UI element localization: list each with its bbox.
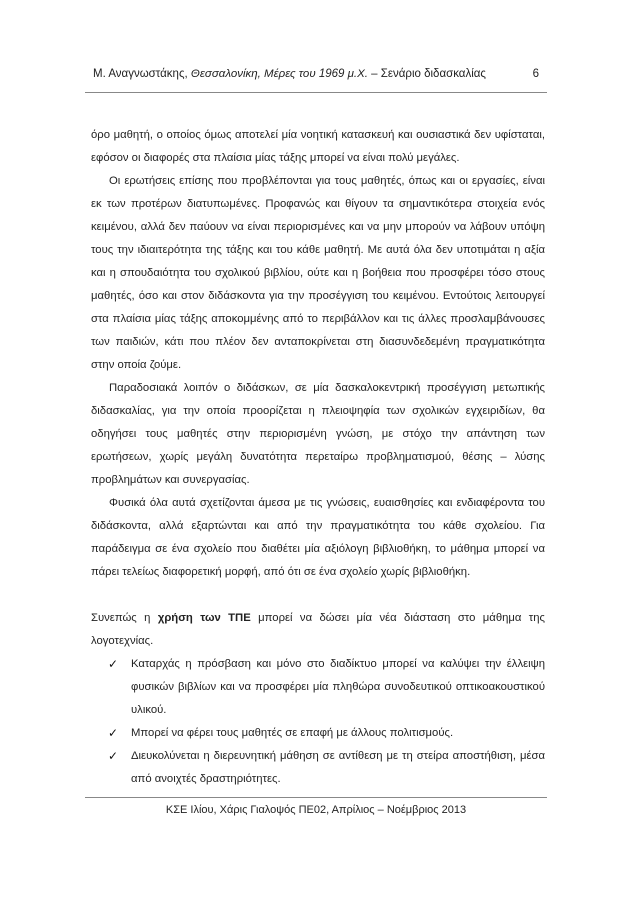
paragraph-1: όρο μαθητή, ο οποίος όμως αποτελεί μία νοητική κατασκευή και ουσιαστικά δεν υφίσταται, εφόσον οι διαφορές στα πλαίσια μίας τάξης μπορεί να είναι πολύ μεγάλες. [91,129,545,164]
check-icon: ✓ [108,726,119,740]
bullet-list [91,653,545,791]
paragraph-5-pre: Συνεπώς η [91,612,158,624]
header-suffix: – Σενάριο διδασκαλίας [367,68,486,80]
header-work-title: Θεσσαλονίκη, Μέρες του 1969 μ.Χ. [190,68,368,80]
list-item-text: Διευκολύνεται η διερευνητική μάθηση σε αντίθεση με τη στείρα αποστήθιση, μέσα από ανοιχτές δραστηριότητες. [131,750,545,785]
header-author: Μ. Αναγνωστάκης, [93,68,191,80]
list-item-text: Καταρχάς η πρόσβαση και μόνο στο διαδίκτυο μπορεί να καλύψει την έλλειψη φυσικών βιβλίων και να προσφέρει μία πληθώρα συνοδευτικού οπτικοακουστικού υλικού. [131,658,545,716]
check-icon: ✓ [108,657,119,671]
paragraph-4: Φυσικά όλα αυτά σχετίζονται άμεσα με τις γνώσεις, ευαισθησίες και ενδιαφέροντα του διδάσκοντα, αλλά εξαρτώνται και από την πραγματικότητα του κάθε σχολείου. Για παράδειγμα σε ένα σχολείο που διαθέτει μία αξιόλογη βιβλιοθήκη, το μάθημα μπορεί να πάρει τελείως διαφορετική μορφή, από ότι σε ένα σχολείο χωρίς βιβλιοθήκη. [91,497,545,578]
paragraph-5-post: μπορεί να δώσει μία νέα διάσταση στο μάθημα της λογοτεχνίας. [91,612,545,647]
paragraph-5 [91,607,545,653]
page-footer: ΚΣΕ Ιλίου, Χάρις Γιαλοψός ΠΕ02, Απρίλιος – Νοέμβριος 2013 [85,797,547,816]
paragraph-5-bold: χρήση των ΤΠΕ [157,612,251,624]
header-title [85,68,486,80]
check-icon: ✓ [108,749,119,763]
list-item [91,653,545,722]
list-item [91,745,545,791]
page-number: 6 [532,68,539,80]
page-header [85,68,547,93]
list-item [91,722,545,745]
paragraph-2: Οι ερωτήσεις επίσης που προβλέπονται για τους μαθητές, όπως και οι εργασίες, είναι εκ των προτέρων διατυπωμένες. Προφανώς και θίγουν τα σημαντικότερα στοιχεία ενός κειμένου, αλλά δεν παύουν να είναι περιορισμένες και να μην μπορούν να λάβουν υπόψη τους την ιδιαιτερότητα της τάξης και του κάθε μαθητή. Με αυτά όλα δεν υποτιμάται η αξία και η σπουδαιότητα του σχολικού βιβλίου, ούτε και η βοήθεια που προσφέρει τόσο στους μαθητές, όσο και στον διδάσκοντα για την προσέγγιση του κειμένου. Εντούτοις λειτουργεί στα πλαίσια μίας τάξης αποκομμένης από το περιβάλλον και τις άλλες προσλαμβάνουσες των παιδιών, κάτι που πλέον δεν ανταποκρίνεται στη διασυνδεδεμένη πραγματικότητα στην οποία ζούμε. [91,175,545,371]
list-item-text: Μπορεί να φέρει τους μαθητές σε επαφή με άλλους πολιτισμούς. [131,727,454,739]
document-body [91,124,545,791]
paragraph-3: Παραδοσιακά λοιπόν ο διδάσκων, σε μία δασκαλοκεντρική προσέγγιση μετωπικής διδασκαλίας, για την οποία προορίζεται η πλειοψηφία των σχολικών εγχειριδίων, θα οδηγήσει τους μαθητές στην περιορισμένη γνώση, με στόχο την απάντηση των ερωτήσεων, χωρίς μεγάλη δυνατότητα περεταίρω προβληματισμού, θέσης – λύσης προβλημάτων και συνεργασίας. [91,382,545,486]
